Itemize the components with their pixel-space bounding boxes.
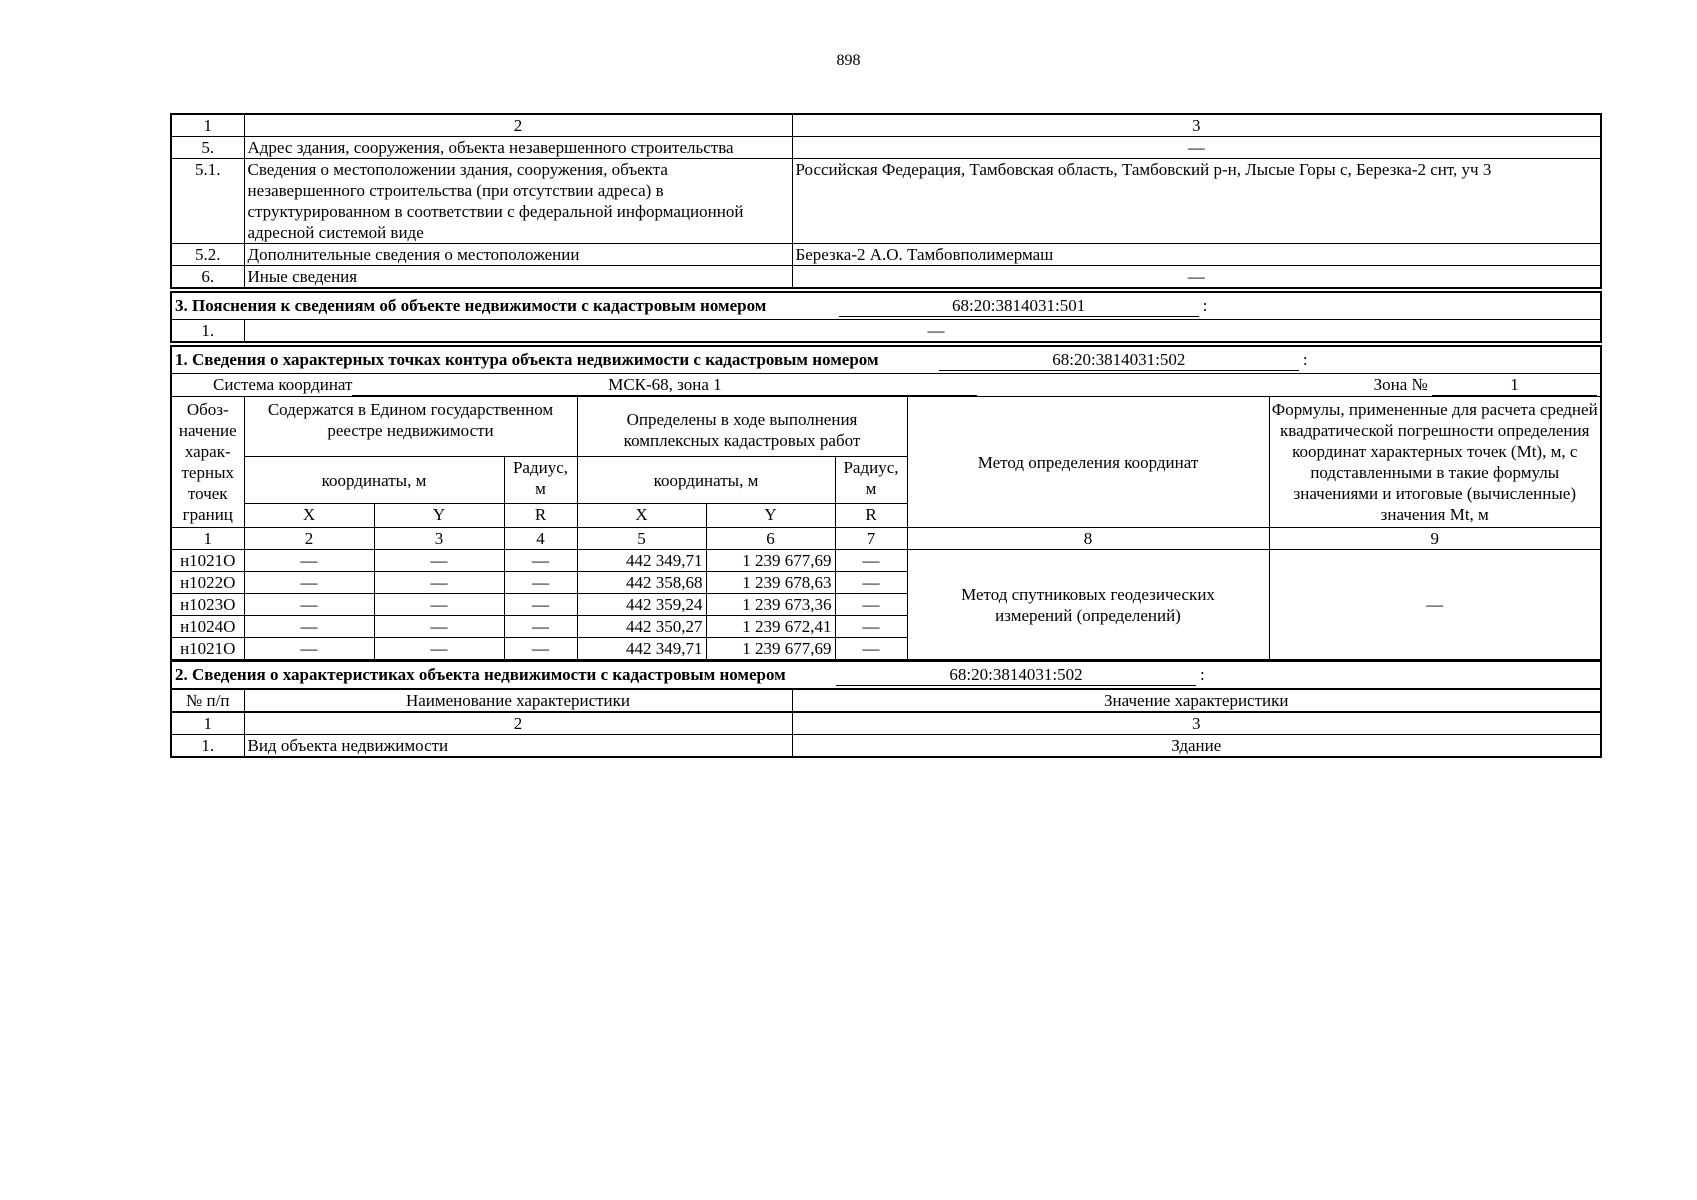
- row-value-cell: [244, 320, 1601, 343]
- row-value: —: [927, 321, 945, 340]
- column-number: 5: [577, 528, 706, 550]
- section2-header: [171, 662, 1601, 690]
- section3-cad-number: 68:20:3814031:501: [839, 295, 1199, 317]
- y-head: Y: [374, 503, 504, 527]
- section1-header: [171, 346, 1601, 374]
- row-number: 5.1.: [171, 159, 244, 244]
- row-name: Иные сведения: [244, 266, 792, 289]
- zone-value: 1: [1432, 374, 1597, 396]
- column-number: 1: [171, 528, 244, 550]
- point-y-egrn: —: [374, 594, 504, 616]
- point-x: 442 349,71: [577, 638, 706, 661]
- section1-colon: :: [1302, 350, 1308, 369]
- row-name: Дополнительные сведения о местоположении: [244, 244, 792, 266]
- coord-system-label: Система координат: [213, 375, 353, 394]
- column-number: 1: [171, 114, 244, 137]
- point-r: —: [835, 616, 907, 638]
- method-value: Метод спутниковых геодезических измерений (определений): [907, 550, 1269, 661]
- point-r-egrn: —: [504, 594, 577, 616]
- column-number: 4: [504, 528, 577, 550]
- row-name: Сведения о местоположении здания, сооружения, объекта незавершенного строительства (при отсутствии адреса) в структурированном в соответствии с федеральной информационной адресной системой виде: [244, 159, 792, 244]
- point-x: 442 359,24: [577, 594, 706, 616]
- row-number: 1.: [171, 320, 244, 343]
- coord-system-row: [171, 374, 1601, 397]
- column-number: 1: [171, 712, 244, 735]
- column-number: 7: [835, 528, 907, 550]
- complex-head: Определены в ходе выполнения комплексных кадастровых работ: [577, 397, 907, 457]
- name-head: Наименование характеристики: [244, 689, 792, 712]
- point-r-egrn: —: [504, 638, 577, 661]
- point-name: н1024О: [171, 616, 244, 638]
- section2-table: [170, 661, 1602, 758]
- y-head: Y: [706, 503, 835, 527]
- formulas-head: Формулы, примененные для расчета средней квадратической погрешности определения координат характерных точек (Mt), м, с подставленными в такие формулы значениями и итоговые (вычисленные) значения Mt, м: [1269, 397, 1601, 528]
- column-number: 3: [792, 712, 1601, 735]
- table-row: [171, 320, 1601, 343]
- point-x-egrn: —: [244, 594, 374, 616]
- address-table: [170, 113, 1602, 289]
- zone-label: Зона №: [1373, 375, 1428, 394]
- row-value: Российская Федерация, Тамбовская область, Тамбовский р-н, Лысые Горы с, Березка-2 снт, уч 3: [792, 159, 1601, 244]
- radius-head: Радиус, м: [835, 457, 907, 504]
- point-name: н1022О: [171, 572, 244, 594]
- section3-title: 3. Пояснения к сведениям об объекте недвижимости с кадастровым номером: [175, 296, 767, 315]
- section3-table: [170, 291, 1602, 343]
- column-number: 8: [907, 528, 1269, 550]
- point-x-egrn: —: [244, 616, 374, 638]
- x-head: X: [577, 503, 706, 527]
- point-x-egrn: —: [244, 572, 374, 594]
- row-value: —: [792, 266, 1601, 289]
- radius-head: Радиус, м: [504, 457, 577, 504]
- row-value: —: [792, 137, 1601, 159]
- point-y-egrn: —: [374, 572, 504, 594]
- section1-cad-number: 68:20:3814031:502: [939, 349, 1299, 371]
- point-r-egrn: —: [504, 616, 577, 638]
- point-r: —: [835, 638, 907, 661]
- point-r: —: [835, 572, 907, 594]
- r-head: R: [504, 503, 577, 527]
- row-value: Березка-2 А.О. Тамбовполимермаш: [792, 244, 1601, 266]
- coords-head: координаты, м: [244, 457, 504, 504]
- point-y: 1 239 677,69: [706, 638, 835, 661]
- row-number: 6.: [171, 266, 244, 289]
- point-r: —: [835, 550, 907, 572]
- point-r: —: [835, 594, 907, 616]
- section2-colon: :: [1200, 665, 1205, 684]
- point-name: н1023О: [171, 594, 244, 616]
- point-y: 1 239 672,41: [706, 616, 835, 638]
- method-head: Метод определения координат: [907, 397, 1269, 528]
- egrn-head: Содержатся в Едином государственном реестре недвижимости: [244, 397, 577, 457]
- point-x-egrn: —: [244, 638, 374, 661]
- point-r-egrn: —: [504, 550, 577, 572]
- r-head: R: [835, 503, 907, 527]
- table-row: [171, 244, 1601, 266]
- column-number: 2: [244, 114, 792, 137]
- point-y-egrn: —: [374, 550, 504, 572]
- row-name: Адрес здания, сооружения, объекта незавершенного строительства: [244, 137, 792, 159]
- point-y: 1 239 678,63: [706, 572, 835, 594]
- point-y-egrn: —: [374, 638, 504, 661]
- column-number: 9: [1269, 528, 1601, 550]
- point-y: 1 239 677,69: [706, 550, 835, 572]
- section2-cad-number: 68:20:3814031:502: [836, 664, 1196, 686]
- column-number: 3: [374, 528, 504, 550]
- point-name: н1021О: [171, 638, 244, 661]
- column-number-row: [171, 528, 1601, 550]
- row-number: 1.: [171, 735, 244, 758]
- section2-head-row: [171, 689, 1601, 712]
- points-table: [170, 345, 1602, 661]
- point-x: 442 350,27: [577, 616, 706, 638]
- table-row: [171, 137, 1601, 159]
- row-number: 5.: [171, 137, 244, 159]
- section3-colon: :: [1202, 296, 1208, 315]
- table-row: [171, 159, 1601, 244]
- point-x-egrn: —: [244, 550, 374, 572]
- coords-head: координаты, м: [577, 457, 835, 504]
- table-row: [171, 266, 1601, 289]
- section3-header: [171, 292, 1601, 320]
- section2-title: 2. Сведения о характеристиках объекта недвижимости с кадастровым номером: [175, 665, 786, 684]
- column-number-row: [171, 712, 1601, 735]
- value-head: Значение характеристики: [792, 689, 1601, 712]
- formula-value: —: [1269, 550, 1601, 661]
- row-number: 5.2.: [171, 244, 244, 266]
- points-head-row: [171, 397, 1601, 457]
- row-value: Здание: [792, 735, 1601, 758]
- coord-system-value: МСК-68, зона 1: [352, 374, 977, 396]
- point-y-egrn: —: [374, 616, 504, 638]
- table-row: [171, 735, 1601, 758]
- designation-head: Обоз-начение харак-терных точек границ: [171, 397, 244, 528]
- point-x: 442 358,68: [577, 572, 706, 594]
- point-y: 1 239 673,36: [706, 594, 835, 616]
- column-number: 2: [244, 712, 792, 735]
- column-number: 6: [706, 528, 835, 550]
- section1-title: 1. Сведения о характерных точках контура объекта недвижимости с кадастровым номером: [175, 350, 879, 369]
- num-head: № п/п: [171, 689, 244, 712]
- page-number: 898: [836, 52, 861, 69]
- cadastral-sheet: [170, 113, 1602, 758]
- row-name: Вид объекта недвижимости: [244, 735, 792, 758]
- column-number-row: [171, 114, 1601, 137]
- point-row: [171, 550, 1601, 572]
- point-r-egrn: —: [504, 572, 577, 594]
- point-name: н1021О: [171, 550, 244, 572]
- point-x: 442 349,71: [577, 550, 706, 572]
- column-number: 3: [792, 114, 1601, 137]
- x-head: X: [244, 503, 374, 527]
- column-number: 2: [244, 528, 374, 550]
